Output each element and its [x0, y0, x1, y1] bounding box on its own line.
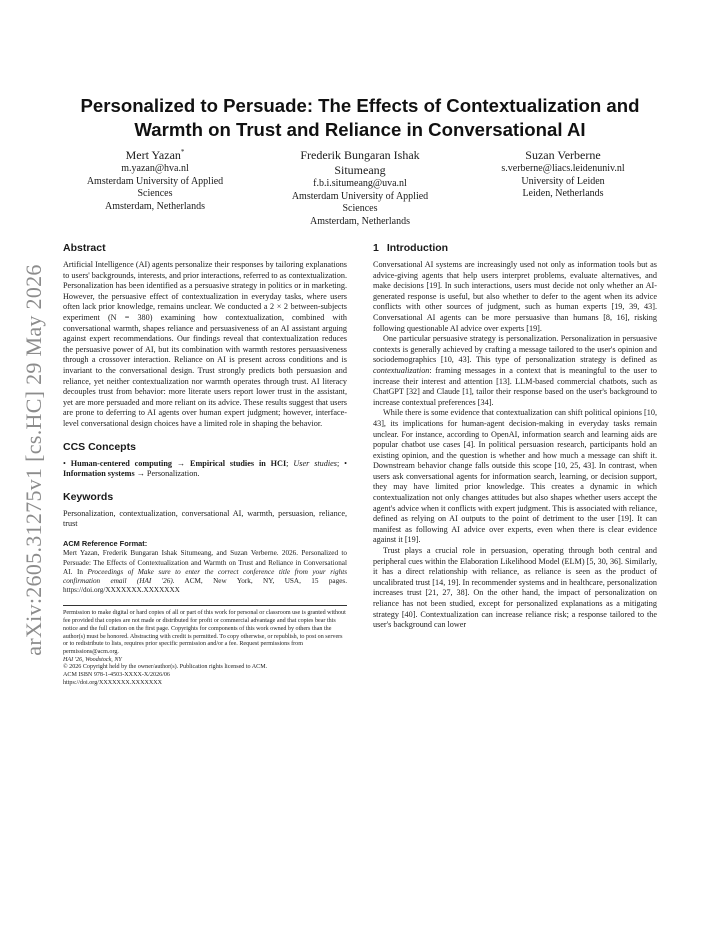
intro-paragraph-1: Conversational AI systems are increasingly used not only as information tools but as advice-giving agents that help users interpret problems, evaluate alternatives, and make decisions [19]. In such interactions, users must decide not only whether an AI-generated response is useful, but also whether to defer to the agent when its advice conflicts with other sources of judgment, such as human experts [19, 39, 43]. Conversational AI agents can be more persuasive than humans [8, 16], risking following questionable AI advice over experts [19]. [373, 260, 657, 333]
author-email: m.yazan@hva.nl [121, 163, 189, 174]
title-line-1: Personalized to Persuade: The Effects of Contextualization and [80, 95, 640, 116]
introduction-heading: 1 Introduction [373, 242, 449, 254]
author-location: Leiden, Netherlands [522, 188, 604, 199]
intro-paragraph-3: While there is some evidence that contextualization can shift political opinions [10, 43], its implications for human-agent decision-making in everyday tasks remain unclear. For instance, according to OpenAI, information search and learning aids are popular chatbot use cases [4]. In political persuasion research, participants hold an existing opinion, and the question is whether and how much a message can shift it. Downstream behavior change falls outside this scope [10, 25, 43]. In contrast, when users ask conversational agents for information search, learning, or decision support, they may have limited prior knowledge. This creates a dynamic in which contextualization not only changes attitudes but also shapes whether users accept the agent's advice when it conflicts with expert judgment. This is associated with reliance, defined as relying on AI outputs to the point of detriment to the user [19]. It can manifest as following AI advice over experts, even when there is clear evidence against it [19]. [373, 408, 657, 545]
title-line-2: Warmth on Trust and Reliance in Conversational AI [134, 119, 586, 140]
ccs-heading: CCS Concepts [63, 440, 136, 453]
venue: HAI '26, Woodstock, NY [63, 656, 122, 663]
keywords-text: Personalization, contextualization, conversational AI, warmth, persuasion, reliance, trust [63, 508, 347, 529]
author-location: Amsterdam, Netherlands [105, 200, 205, 212]
author-name: Frederik Bungaran Ishak [300, 148, 420, 162]
paper-title [62, 94, 658, 142]
author-affiliation: Amsterdam University of Applied [86, 175, 224, 187]
author-name: Suzan Verberne [525, 148, 601, 162]
intro-paragraph-4: Trust plays a crucial role in persuasion, operating through both central and peripheral cues within the Elaboration Likelihood Model (ELM) [5, 30, 36]. Similarly, it has a direct relationship with reliance, as reliance is seen as the product of uncalibrated trust [14, 19]. In recommender systems and in healthcare, personalization increases trust [21, 27, 38]. On the other hand, the impact of personalization on reliance has not been studied, except for personalized explanations as a mitigating strategy [40]. Contextualization can increase reliance risk; a response tailored to the user's background can lower [373, 546, 657, 630]
author-name: Mert Yazan* [125, 148, 185, 162]
author-affiliation: Amsterdam University of Applied [291, 190, 429, 202]
author-affiliation: University of Leiden [521, 175, 605, 187]
right-column [373, 242, 657, 631]
acm-reference-text: Mert Yazan, Frederik Bungaran Ishak Situmeang, and Suzan Verberne. 2026. Personalized to Persuade: The Effects of Contextualization and Warmth on Trust and Reliance in Conversational AI. In Proceedings of Make sure to enter the correct conference title from your rights confirmation email (HAI '26). ACM, New York, NY, USA, 15 pages. https://doi.org/XXXXXXX.XXXXXXX [63, 549, 347, 595]
doi-link[interactable]: https://doi.org/XXXXXXX.XXXXXXX [63, 679, 163, 686]
abstract-text: Artificial Intelligence (AI) agents personalize their responses by tailoring explanations to users' backgrounds, interests, and prior interactions, referred to as contextualization. Personalization has been identified as a persuasive strategy in politics or in marketing. However, the persuasive effect of contextualization in everyday tasks, where users often lack prior knowledge, remains unclear. We conducted a 2 × 2 between-subjects experiment (N = 380) examining how contextualization, combined with conversational warmth, shapes reliance and persuasiveness of an AI assistant arguing against expert recommendations. Our findings reveal that contextualization reduces the persuasive power of AI, but its combination with warmth restores persuasiveness through a crossover interaction. Reliance on AI is present across conditions and is invariant to the conversational design. Trust strongly predicts both persuasion and reliance, yet neither contextualization nor warmth operates through trust. AI literacy decouples trust from behavior: more literate users report lower trust in the assistant, yet are more persuaded and more reliant on its advice. These results suggest that users are prone to deferring to AI agents over human expert judgment; however, interface-level conversational design choices have a limited role in shaping the behavior. [63, 260, 347, 428]
isbn: ACM ISBN 978-1-4503-XXXX-X/2026/06 [63, 672, 170, 679]
left-column [63, 242, 347, 688]
intro-paragraph-2: One particular persuasive strategy is personalization. Personalization in persuasive contexts is generally achieved by crafting a message tailored to the user's opinion and sociodemographics [10, 43]. This type of personalization strategy is defined as contextualization: framing messages in a context that is meaningful to the user to increase their interest and attention [13]. LLM-based commercial chatbots, such as ChatGPT [32] and Claude [1], tailor their response based on the user's background to increase contextual preferences [34]. [373, 334, 657, 407]
acm-reference-heading: ACM Reference Format: [63, 538, 148, 548]
copyright-line: © 2026 Copyright held by the owner/author(s). Publication rights licensed to ACM. [63, 664, 268, 671]
author-email: f.b.i.situmeang@uva.nl [313, 178, 407, 189]
author-block-2: Frederik Bungaran Ishak Situmeang f.b.i.situmeang@uva.nl Amsterdam University of Applied Sciences Amsterdam, Netherlands [273, 148, 447, 228]
permission-notice: Permission to make digital or hard copies of all or part of this work for personal or classroom use is granted without fee provided that copies are not made or distributed for profit or commercial advantage and that copies bear this notice and the full citation on the first page. Copyrights for components of this work owned by others than the author(s) must be honored. Abstracting with credit is permitted. To copy otherwise, or republish, to post on servers or to redistribute to lists, requires prior specific permission and/or a fee. Request permissions from permissions@acm.org. [63, 610, 346, 655]
author-block-1: Mert Yazan* m.yazan@hva.nl Amsterdam University of Applied Sciences Amsterdam, Netherlands [70, 148, 240, 213]
arxiv-stamp: arXiv:2605.31275v1 [cs.HC] 29 May 2026 [21, 264, 46, 656]
author-location: Amsterdam, Netherlands [310, 215, 410, 227]
author-block-3 [478, 148, 648, 201]
copyright-footnote [63, 605, 347, 687]
abstract-heading: Abstract [63, 242, 106, 254]
keywords-heading: Keywords [63, 490, 114, 503]
ccs-concepts: • Human-centered computing → Empirical studies in HCI; User studies; • Information systems → Personalization. [63, 458, 347, 479]
author-email: s.verberne@liacs.leidenuniv.nl [501, 163, 625, 174]
